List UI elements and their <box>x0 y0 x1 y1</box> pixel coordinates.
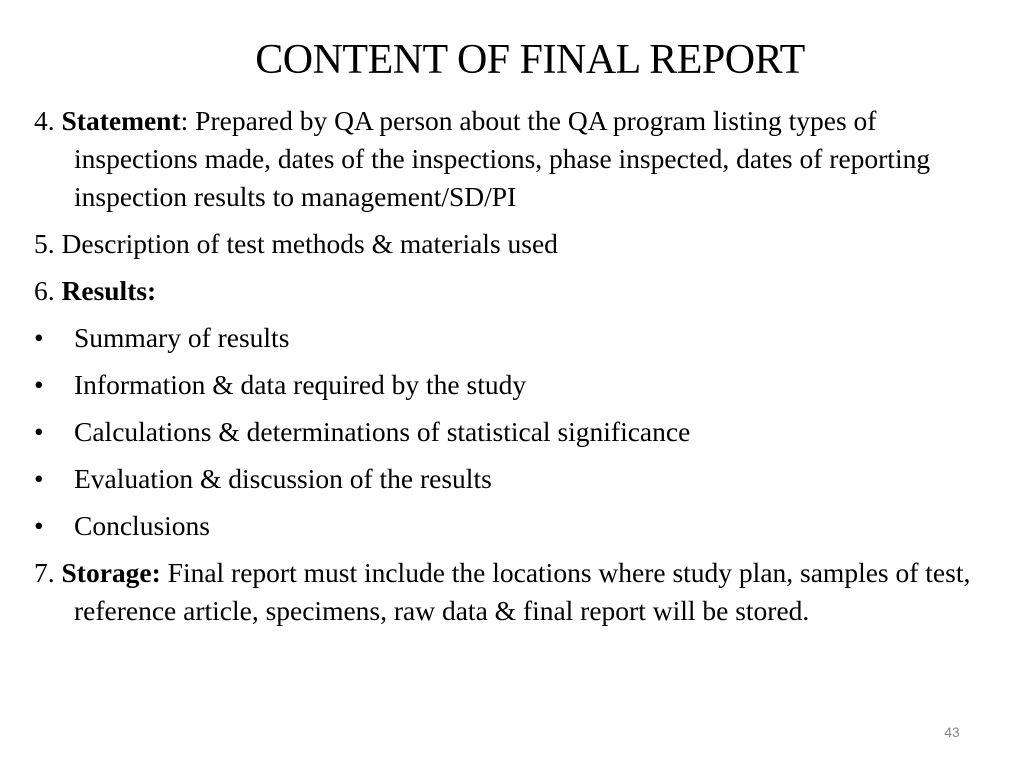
bullet-glyph: • <box>34 369 44 400</box>
bullet-text: Information & data required by the study <box>74 369 527 400</box>
item-description <box>34 225 984 263</box>
item-label: Statement <box>61 105 181 136</box>
item-text: Final report must include the locations where study plan, samples of test, reference article, specimens, raw data & final report will be stored. <box>74 557 971 626</box>
bullet-glyph: • <box>34 416 44 447</box>
bullet-text: Evaluation & discussion of the results <box>74 463 492 494</box>
slide-body <box>34 102 984 639</box>
item-text: Description of test methods & materials used <box>61 228 558 259</box>
item-label: Storage: <box>61 557 161 588</box>
bullet-text: Calculations & determinations of statistical significance <box>74 416 691 447</box>
list-item <box>34 366 984 404</box>
item-storage <box>34 554 984 630</box>
list-item <box>34 413 984 451</box>
item-label: Results: <box>61 275 157 306</box>
item-results <box>34 272 984 310</box>
bullet-glyph: • <box>34 322 44 353</box>
list-item <box>34 460 984 498</box>
item-number: 7. <box>34 557 55 588</box>
slide-title: CONTENT OF FINAL REPORT <box>255 37 805 83</box>
bullet-glyph: • <box>34 510 44 541</box>
item-number: 5. <box>34 228 55 259</box>
bullet-text: Summary of results <box>74 322 290 353</box>
list-item <box>34 319 984 357</box>
item-number: 4. <box>34 105 55 136</box>
list-item <box>34 507 984 545</box>
page-number: 43 <box>944 724 960 740</box>
item-statement <box>34 102 984 216</box>
item-number: 6. <box>34 275 55 306</box>
bullet-text: Conclusions <box>74 510 210 541</box>
bullet-glyph: • <box>34 463 44 494</box>
item-text: : Prepared by QA person about the QA program listing types of inspections made, dates of the inspections, phase inspected, dates of reporting inspection results to management/SD/PI <box>74 105 931 212</box>
